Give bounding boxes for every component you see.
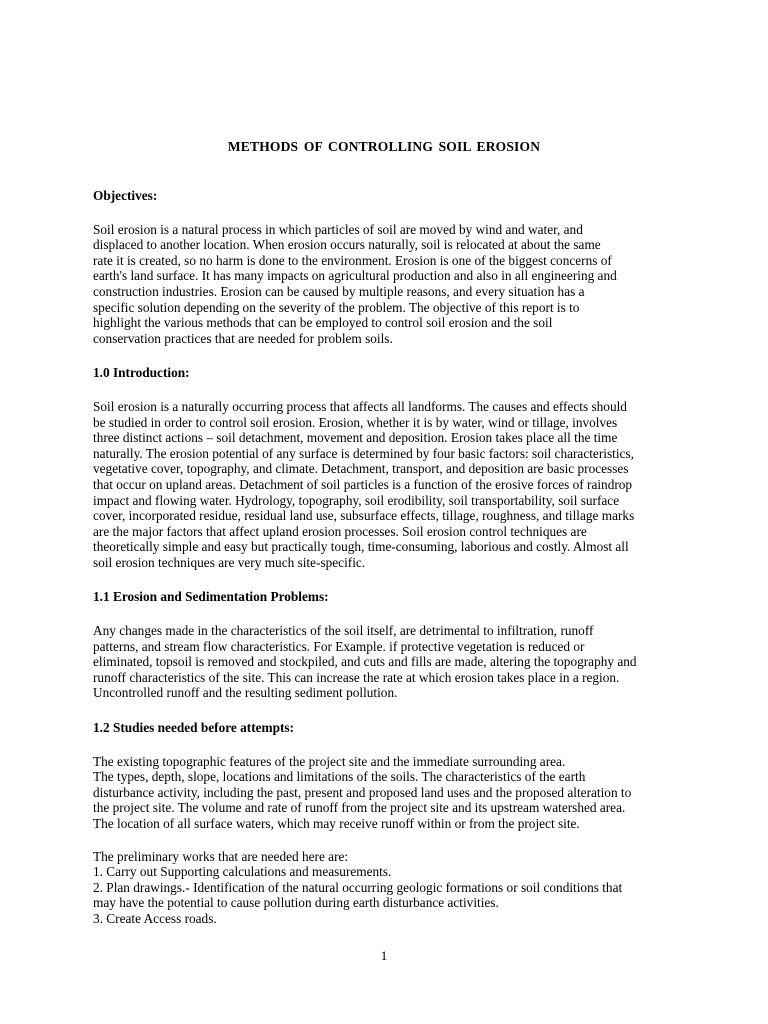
paragraph-studies [93, 754, 683, 832]
text-line: are the major factors that affect upland erosion processes. Soil erosion control techniques are [93, 523, 587, 539]
text-line: vegetative cover, topography, and climate. Detachment, transport, and deposition are basic processes [93, 461, 629, 477]
text-line: earth's land surface. It has many impacts on agricultural production and also in all engineering and [93, 268, 617, 284]
text-line: specific solution depending on the severity of the problem. The objective of this report is to [93, 299, 580, 315]
paragraph-objectives [93, 222, 683, 347]
text-line: The types, depth, slope, locations and limitations of the soils. The characteristics of the earth [93, 769, 586, 785]
text-line: patterns, and stream flow characteristics. For Example. if protective vegetation is reduced or [93, 638, 585, 654]
text-line: Any changes made in the characteristics of the soil itself, are detrimental to infiltration, runoff [93, 623, 594, 639]
list-item-continuation: may have the potential to cause pollution during earth disturbance activities. [93, 895, 499, 911]
text-line: eliminated, topsoil is removed and stockpiled, and cuts and fills are made, altering the topography and [93, 654, 637, 670]
text-line: theoretically simple and easy but practically tough, time-consuming, laborious and costly. Almost all [93, 539, 629, 555]
text-line: naturally. The erosion potential of any surface is determined by four basic factors: soil characteristics, [93, 445, 634, 461]
page-number: 1 [380, 948, 388, 963]
text-line: displaced to another location. When erosion occurs naturally, soil is relocated at about the same [93, 237, 601, 253]
text-line: soil erosion techniques are very much site-specific. [93, 554, 366, 570]
text-line: impact and flowing water. Hydrology, topography, soil erodibility, soil transportability, soil surface [93, 492, 620, 508]
text-line: runoff characteristics of the site. This can increase the rate at which erosion takes place in a region. [93, 669, 620, 685]
list-intro: The preliminary works that are needed here are: [93, 848, 349, 864]
text-line: construction industries. Erosion can be caused by multiple reasons, and every situation has a [93, 283, 585, 299]
text-line: disturbance activity, including the past, present and proposed land uses and the proposed alteration to [93, 784, 632, 800]
text-line: rate it is created, so no harm is done to the environment. Erosion is one of the biggest concerns of [93, 252, 612, 268]
text-line: highlight the various methods that can be employed to control soil erosion and the soil [93, 315, 553, 331]
text-line: cover, incorporated residue, residual land use, subsurface effects, tillage, roughness, and tillage marks [93, 508, 635, 524]
section-heading-objectives: Objectives: [93, 188, 158, 203]
text-line: be studied in order to control soil erosion. Erosion, whether it is by water, wind or tillage, involves [93, 414, 618, 430]
text-line: conservation practices that are needed for problem soils. [93, 330, 393, 346]
preliminary-works-list [93, 849, 683, 927]
text-line: that occur on upland areas. Detachment of soil particles is a function of the erosive forces of raindrop [93, 476, 633, 492]
page-title: METHODS OF CONTROLLING SOIL EROSION [227, 139, 541, 154]
list-item: 1. Carry out Supporting calculations and measurements. [93, 864, 392, 880]
paragraph-erosion-problems [93, 623, 683, 701]
text-line: The location of all surface waters, which may receive runoff within or from the project site. [93, 816, 580, 831]
text-line: Uncontrolled runoff and the resulting sediment pollution. [93, 685, 398, 701]
document-body [93, 188, 683, 927]
text-line: Soil erosion is a naturally occurring process that affects all landforms. The causes and effects should [93, 398, 627, 414]
paragraph-introduction [93, 399, 683, 571]
text-line: Soil erosion is a natural process in which particles of soil are moved by wind and water, and [93, 221, 583, 237]
section-heading-introduction: 1.0 Introduction: [93, 365, 190, 381]
list-item: 2. Plan drawings.- Identification of the natural occurring geologic formations or soil conditions that [93, 879, 623, 895]
list-item: 3. Create Access roads. [93, 910, 217, 926]
section-heading-erosion-problems: 1.1 Erosion and Sedimentation Problems: [93, 589, 329, 605]
text-line: three distinct actions – soil detachment, movement and deposition. Erosion takes place all the time [93, 430, 618, 446]
section-heading-studies: 1.2 Studies needed before attempts: [93, 720, 295, 736]
text-line: the project site. The volume and rate of runoff from the project site and its upstream watershed area. [93, 800, 626, 816]
text-line: The existing topographic features of the project site and the immediate surrounding area. [93, 753, 566, 769]
